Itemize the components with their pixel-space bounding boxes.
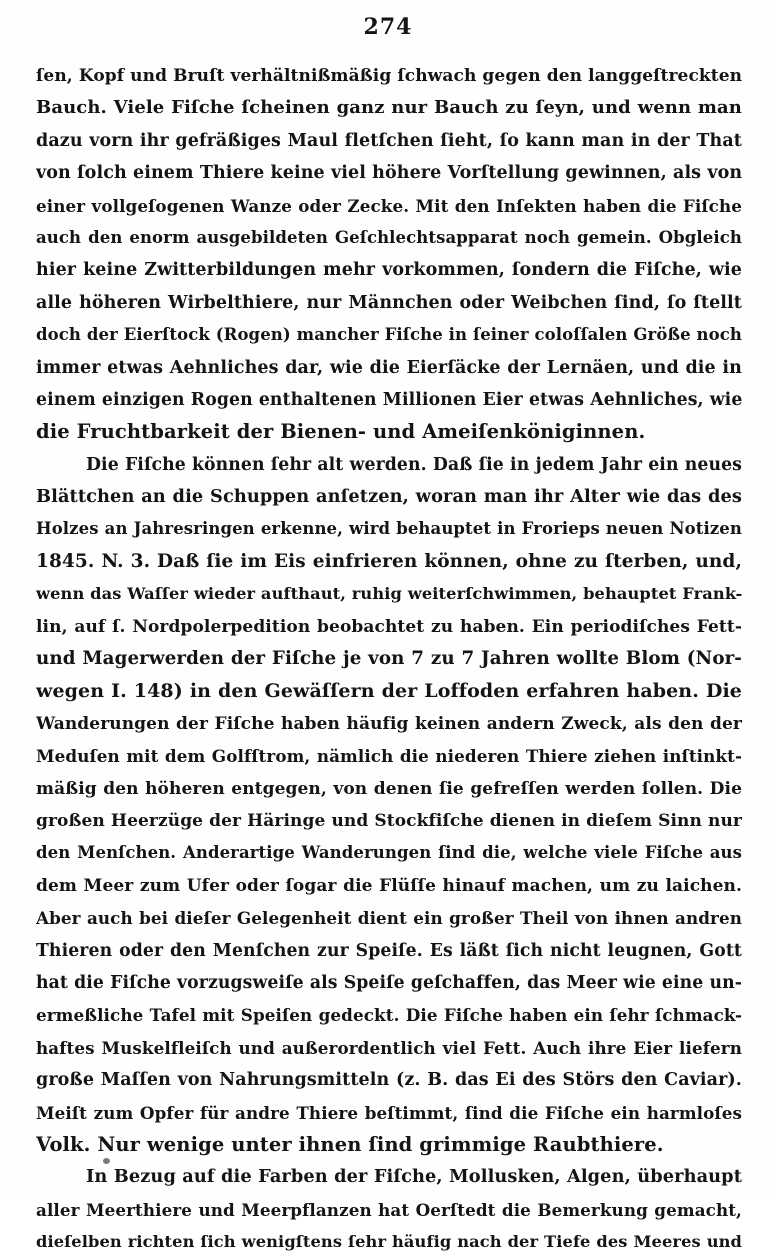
text-line: Wanderungen der Fiſche haben häufig keinen andern Zweck, als den der: [36, 713, 742, 734]
text-line: haftes Muskelfleiſch und außerordentlich viel Fett. Auch ihre Eier liefern: [36, 1037, 742, 1058]
text-line: einer vollgeſogenen Wanze oder Zecke. Mit den Inſekten haben die Fiſche: [36, 195, 742, 216]
text-line: dem Meer zum Ufer oder ſogar die Flüſſe hinauf machen, um zu laichen.: [36, 875, 742, 896]
text-line: alle höheren Wirbelthiere, nur Männchen oder Weibchen ſind, ſo ſtellt: [36, 292, 742, 313]
text-line: hat die Fiſche vorzugsweiſe als Speiſe geſchaffen, das Meer wie eine un-: [36, 972, 742, 993]
text-line: wenn das Waſſer wieder aufthaut, ruhig weiterſchwimmen, behauptet Frank-: [36, 584, 742, 604]
text-line: wegen I. 148) in den Gewäſſern der Loffoden erfahren haben. Die: [36, 680, 742, 703]
text-line: dieſelben richten ſich wenigſtens ſehr häufig nach der Tiefe des Meeres und: [36, 1232, 742, 1252]
text-line: aller Meerthiere und Meerpflanzen hat Oerſtedt die Bemerkung gemacht,: [36, 1199, 742, 1220]
text-line: auch den enorm ausgebildeten Geſchlechtsapparat noch gemein. Obgleich: [36, 227, 742, 247]
text-line: 1845. N. 3. Daß ſie im Eis einfrieren können, ohne zu ſterben, und,: [36, 550, 742, 572]
text-line: Blättchen an die Schuppen anſetzen, woran man ihr Alter wie das des: [36, 486, 742, 508]
text-line: immer etwas Aehnliches dar, wie die Eierſäcke der Lernäen, und die in: [36, 357, 742, 378]
text-line: doch der Eierſtock (Rogen) mancher Fiſche in ſeiner coloſſalen Größe noch: [36, 325, 742, 345]
text-line: großen Heerzüge der Häringe und Stockfiſche dienen in dieſem Sinn nur: [36, 810, 742, 831]
text-line: lin, auf ſ. Nordpolerpedition beobachtet zu haben. Ein periodiſches Fett-: [36, 616, 742, 637]
text-line: Meiſt zum Opfer für andre Thiere beſtimmt, ſind die Fiſche ein harmloſes: [36, 1102, 742, 1123]
text-line: Thieren oder den Menſchen zur Speiſe. Es läßt ſich nicht leugnen, Gott: [36, 940, 742, 961]
text-line: Bauch. Viele Fiſche ſcheinen ganz nur Bauch zu ſeyn, und wenn man: [36, 97, 742, 119]
text-line: den Menſchen. Anderartige Wanderungen ſind die, welche viele Fiſche aus: [36, 843, 742, 863]
page-number: 274: [363, 14, 413, 40]
text-line: große Maſſen von Nahrungsmitteln (z. B. das Ei des Störs den Caviar).: [36, 1070, 742, 1091]
text-line: Aber auch bei dieſer Gelegenheit dient ein großer Theil von ihnen andren: [36, 908, 742, 929]
paragraph-start-line: Die Fiſche können ſehr alt werden. Daß ſie in jedem Jahr ein neues: [86, 454, 742, 475]
text-line: hier keine Zwitterbildungen mehr vorkommen, ſondern die Fiſche, wie: [36, 260, 742, 281]
body-text: [36, 60, 742, 1258]
text-line: einem einzigen Rogen enthaltenen Millionen Eier etwas Aehnliches, wie: [36, 389, 742, 410]
paragraph-end-line: die Fruchtbarkeit der Bienen- und Ameiſenköniginnen.: [36, 420, 646, 444]
text-line: ſen, Kopf und Bruſt verhältnißmäßig ſchwach gegen den langgeſtreckten: [36, 66, 742, 86]
paragraph-start-line: In Bezug auf die Farben der Fiſche, Mollusken, Algen, überhaupt: [86, 1166, 742, 1188]
text-line: Meduſen mit dem Golfſtrom, nämlich die niederen Thiere ziehen inſtinkt-: [36, 746, 742, 767]
text-line: ermeßliche Tafel mit Speiſen gedeckt. Die Fiſche haben ein ſehr ſchmack-: [36, 1005, 742, 1026]
text-line: und Magerwerden der Fiſche je von 7 zu 7 Jahren wollte Blom (Nor-: [36, 648, 742, 670]
text-line: Holzes an Jahresringen erkenne, wird behauptet in Frorieps neuen Notizen: [36, 519, 742, 539]
text-line: von ſolch einem Thiere keine viel höhere Vorſtellung gewinnen, als von: [36, 163, 742, 184]
text-line: dazu vorn ihr gefräßiges Maul fletſchen ſieht, ſo kann man in der That: [36, 130, 742, 151]
paragraph-end-line: Volk. Nur wenige unter ihnen ſind grimmige Raubthiere.: [36, 1132, 664, 1156]
ink-speck: [103, 1158, 110, 1164]
text-line: mäßig den höheren entgegen, von denen ſie gefreſſen werden ſollen. Die: [36, 778, 742, 799]
